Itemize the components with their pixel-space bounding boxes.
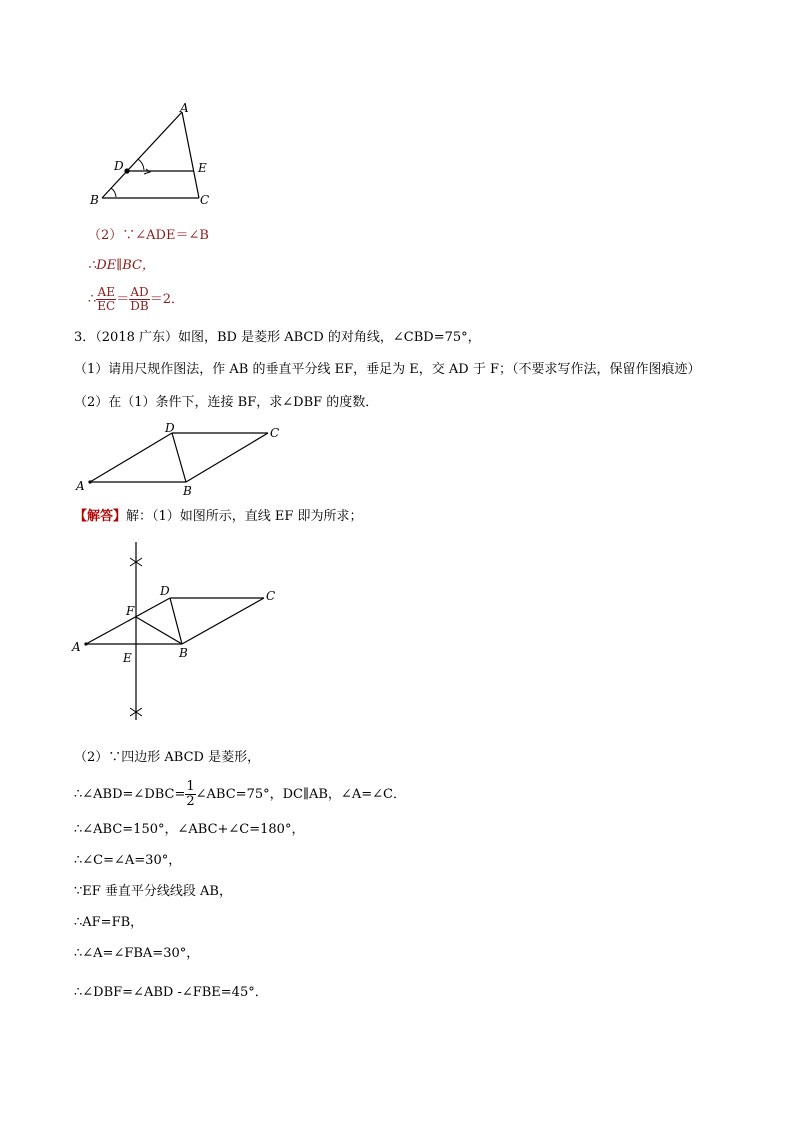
- sol-line8: ∴∠DBF=∠ABD -∠FBE=45°．: [74, 985, 268, 1000]
- construction-figure: [66, 536, 288, 724]
- fig1-label-d: D: [114, 159, 124, 173]
- sol-line1: （2）∵四边形 ABCD 是菱形，: [74, 750, 261, 765]
- fig1-label-c: C: [200, 193, 210, 207]
- part2-line2: ∴DE∥BC，: [88, 258, 155, 273]
- triangle-figure: [84, 100, 224, 210]
- fig2-label-c: C: [270, 426, 280, 440]
- sol-line6: ∴AF=FB，: [74, 915, 144, 930]
- fig3-label-f: F: [126, 604, 135, 618]
- sol-line7: ∴∠A=∠FBA=30°，: [74, 946, 200, 961]
- fig3-label-e: E: [123, 651, 132, 665]
- part2-line3: ∴ $\frac{AE}{EC}$ ＝ $\frac{AD}{DB}$ ＝2．: [88, 285, 184, 313]
- fig1-label-e: E: [198, 161, 207, 175]
- sol-line5: ∵EF 垂直平分线线段 AB，: [74, 884, 232, 899]
- fig2-label-b: B: [183, 484, 192, 498]
- fig3-label-d: D: [160, 584, 170, 598]
- q3-line2: （1）请用尺规作图法，作 AB 的垂直平分线 EF，垂足为 E，交 AD 于 F；（不要求写作法，保留作图痕迹）: [74, 362, 701, 377]
- fig2-label-a: A: [76, 479, 85, 493]
- q3-line1: 3．（2018 广东）如图，BD 是菱形 ABCD 的对角线，∠CBD=75°，: [74, 330, 481, 345]
- fig1-label-b: B: [90, 193, 99, 207]
- sol-line4: ∴∠C=∠A=30°，: [74, 853, 182, 868]
- q3-line3: （2）在（1）条件下，连接 BF，求∠DBF 的度数．: [74, 395, 379, 410]
- answer-line: [74, 509, 363, 525]
- fig3-label-c: C: [266, 589, 276, 603]
- sol-line2: ∴∠ABD=∠DBC= $\frac{1}{2}$ ∠ABC=75°，DC∥AB，∠A=∠C．: [74, 779, 406, 809]
- sol-line3: ∴∠ABC=150°，∠ABC+∠C=180°，: [74, 822, 305, 837]
- part2-header: （2）∵∠ADE＝∠B: [88, 228, 209, 243]
- rhombus-figure: [70, 418, 290, 500]
- answer-tag: 【解答】: [74, 509, 127, 524]
- fig2-label-d: D: [165, 421, 175, 435]
- fig1-label-a: A: [180, 101, 189, 115]
- answer-text: 解：（1）如图所示，直线 EF 即为所求；: [126, 509, 363, 524]
- fig3-label-a: A: [72, 640, 81, 654]
- fig3-label-b: B: [179, 646, 188, 660]
